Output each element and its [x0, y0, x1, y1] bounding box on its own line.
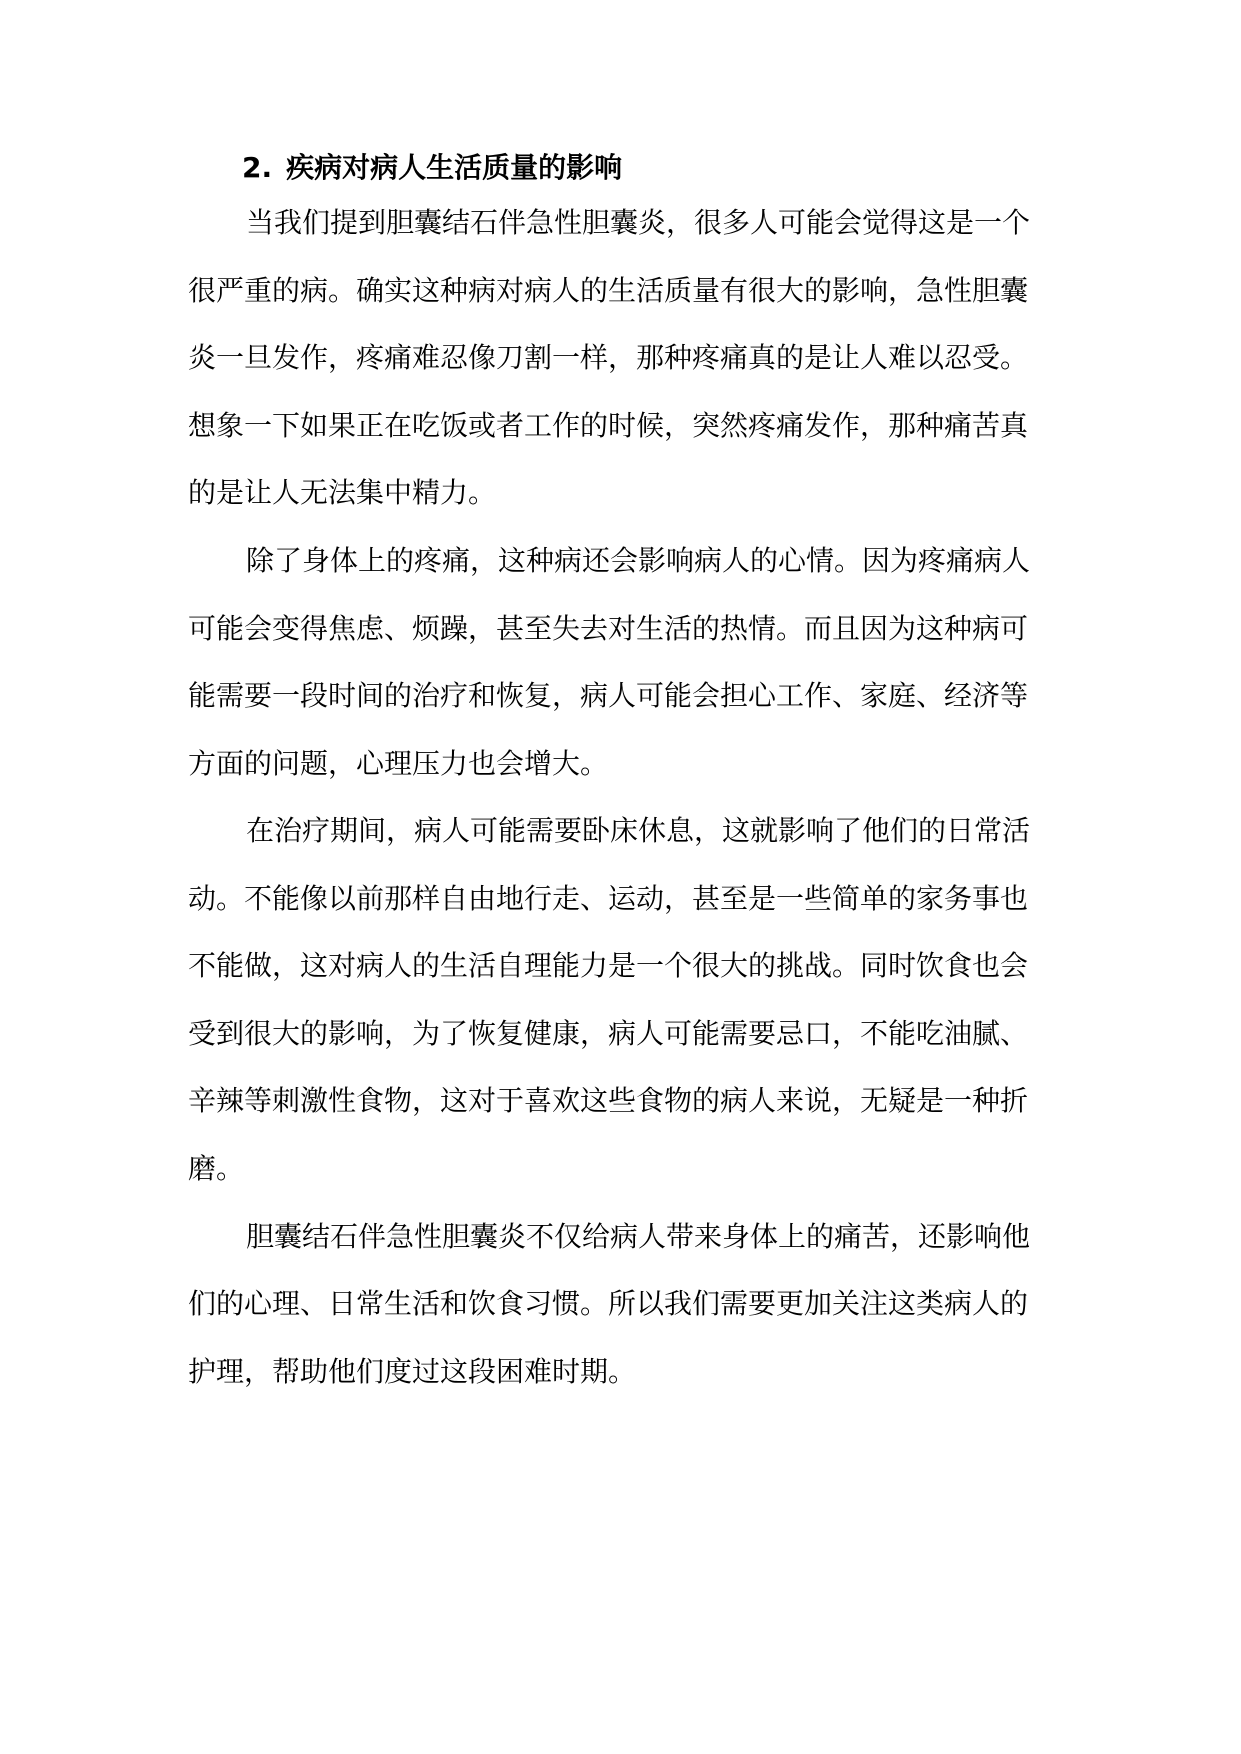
paragraph-line: 磨。	[188, 1152, 245, 1185]
paragraph-line: 辛辣等刺激性食物，这对于喜欢这些食物的病人来说，无疑是一种折	[188, 1084, 1029, 1117]
section-title: 疾病对病人生活质量的影响	[286, 151, 623, 184]
paragraph-line: 动。不能像以前那样自由地行走、运动，甚至是一些简单的家务事也	[188, 882, 1029, 915]
paragraph-line: 在治疗期间，病人可能需要卧床休息，这就影响了他们的日常活	[246, 814, 1031, 847]
paragraph-line: 们的心理、日常生活和饮食习惯。所以我们需要更加关注这类病人的	[188, 1287, 1029, 1320]
paragraph-line: 想象一下如果正在吃饭或者工作的时候，突然疼痛发作，那种痛苦真	[188, 409, 1029, 442]
section-heading	[242, 148, 622, 188]
paragraph-line: 胆囊结石伴急性胆囊炎不仅给病人带来身体上的痛苦，还影响他	[246, 1220, 1031, 1253]
paragraph-line: 方面的问题，心理压力也会增大。	[188, 747, 609, 780]
paragraph-line: 很严重的病。确实这种病对病人的生活质量有很大的影响，急性胆囊	[188, 274, 1029, 307]
paragraph-line: 除了身体上的疼痛，这种病还会影响病人的心情。因为疼痛病人	[246, 544, 1031, 577]
paragraph-line: 的是让人无法集中精力。	[188, 476, 497, 509]
paragraph-line: 受到很大的影响，为了恢复健康，病人可能需要忌口，不能吃油腻、	[188, 1017, 1029, 1050]
paragraph-line: 不能做，这对病人的生活自理能力是一个很大的挑战。同时饮食也会	[188, 949, 1029, 982]
paragraph-line: 护理，帮助他们度过这段困难时期。	[188, 1355, 637, 1388]
paragraph-line: 能需要一段时间的治疗和恢复，病人可能会担心工作、家庭、经济等	[188, 679, 1029, 712]
section-number: 2.	[242, 151, 273, 184]
paragraph-line: 当我们提到胆囊结石伴急性胆囊炎，很多人可能会觉得这是一个	[246, 206, 1031, 239]
paragraph-line: 可能会变得焦虑、烦躁，甚至失去对生活的热情。而且因为这种病可	[188, 612, 1029, 645]
paragraph-line: 炎一旦发作，疼痛难忍像刀割一样，那种疼痛真的是让人难以忍受。	[188, 341, 1029, 374]
